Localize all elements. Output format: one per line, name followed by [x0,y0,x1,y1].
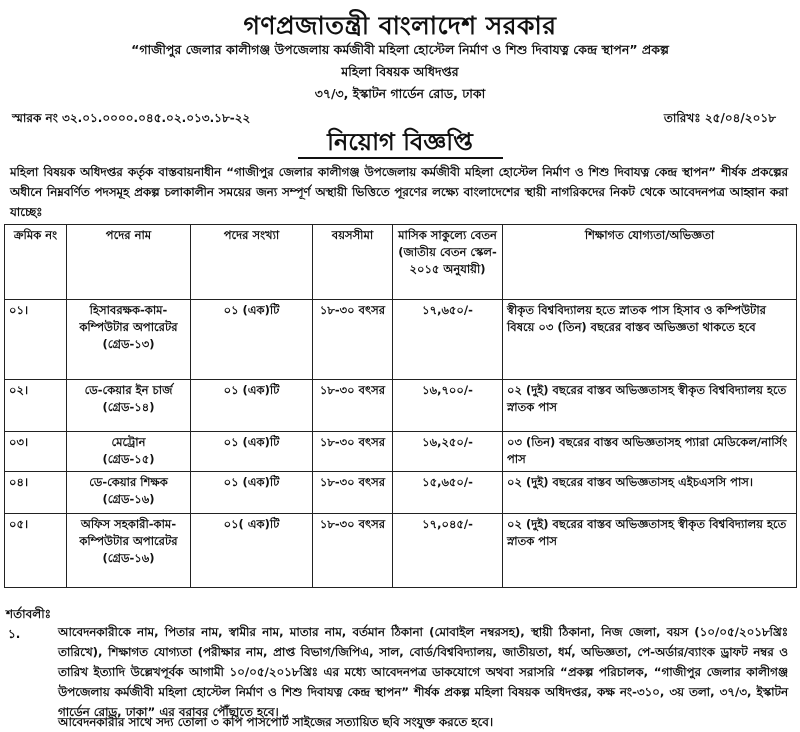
government-title: গণপ্রজাতন্ত্রী বাংলাদেশ সরকার [243,11,557,40]
table-header-row [5,225,797,300]
project-name: “গাজীপুর জেলার কালীগঞ্জ উপজেলায় কর্মজীবী মহিলা হোস্টেল নির্মাণ ও শিশু দিবাযত্ন কেন্দ্র স্থাপন” প্রকল্প [131,42,669,57]
serial-cell: ০৫। [5,514,67,588]
intro-paragraph: মহিলা বিষয়ক অধিদপ্তর কর্তৃক বাস্তবায়নাধীন “গাজীপুর জেলার কালীগঞ্জ উপজেলায় কর্মজীবী মহিলা হোস্টেল নির্মাণ ও শিশু দিবাযত্ন কেন্দ্র স্থাপন” শীর্ষক প্রকল্পের অধীনে নিম্নবর্ণিত পদসমূহ প্রকল্প চলাকালীন সময়ের জন্য সম্পূর্ণ অস্থায়ী ভিত্তিতে পূরণের লক্ষ্যে বাংলাদেশের স্থায়ী নাগরিকদের নিকট থেকে আবেদনপত্র আহ্বান করা যাচ্ছেঃ [10,165,788,219]
age-cell: ১৮-৩০ বৎসর [313,514,393,588]
count-cell: ০১( এক)টি [191,514,313,588]
serial-cell: ০১। [5,300,67,380]
notice-title: নিয়োগ বিজ্ঞপ্তি [327,128,473,156]
salary-cell: ১৬,৭০০/- [393,380,503,432]
qualification-cell: ০২ (দুই) বছরের বাস্তব অভিজ্ঞতাসহ স্বীকৃত বিশ্ববিদ্যালয় হতে স্নাতক পাস [503,514,797,588]
qualification-cell: ০২ (দুই) বছরের বাস্তব অভিজ্ঞতাসহ স্বীকৃত বিশ্ববিদ্যালয় হতে স্নাতক পাস [503,380,797,432]
table-row [5,432,797,472]
salary-cell: ১৭,০৪৫/- [393,514,503,588]
qualification-cell: ০২ (দুই) বছরের বাস্তব অভিজ্ঞতাসহ এইচএসসি পাস। [503,472,797,514]
title-underline [298,157,503,159]
header-qualification: শিক্ষাগত যোগ্যতা/অভিজ্ঞতা [503,225,797,300]
cut-off-term-line: আবেদনকারীর সাথে সদ্য তোলা ৩ কপি পাসপোর্ট সাইজের সত্যায়িত ছবি সংযুক্ত করতে হবে। [58,715,494,729]
salary-cell: ১৭,৬৫০/- [393,300,503,380]
post-grade: (গ্রেড-১৬) [102,551,155,565]
header-count: পদের সংখ্যা [191,225,313,300]
post-grade: (গ্রেড-১৪) [102,400,155,414]
office-address: ৩৭/৩, ইস্কাটন গার্ডেন রোড, ঢাকা [314,86,486,101]
count-cell: ০১ (এক)টি [191,300,313,380]
table-row [5,380,797,432]
qualification-cell: ০৩ (তিন) বছরের বাস্তব অভিজ্ঞতাসহ প্যারা মেডিকেল/নার্সিং পাস [503,432,797,472]
table-row [5,472,797,514]
post-grade: (গ্রেড-১৩) [102,337,155,351]
age-cell: ১৮-৩০ বৎসর [313,380,393,432]
header-age: বয়সসীমা [313,225,393,300]
age-cell: ১৮-৩০ বৎসর [313,472,393,514]
posts-table [4,224,797,588]
header-salary: মাসিক সাকুল্যে বেতন (জাতীয় বেতন স্কেল- ২০১৫ অনুযায়ী) [393,225,503,300]
post-cell [67,472,191,514]
term-text: আবেদনকারীকে নাম, পিতার নাম, স্বামীর নাম, মাতার নাম, বর্তমান ঠিকানা (মোবাইল নম্বরসহ), স্থায়ী ঠিকানা, নিজ জেলা, বয়স (১০/০৫/২০১৮খ্রিঃ তারিখে), শিক্ষাগত যোগ্যতা (পরীক্ষার নাম, প্রাপ্ত বিভাগ/জিপিএ, সাল, বোর্ড/বিশ্ববিদ্যালয়, জাতীয়তা, ধর্ম, অভিজ্ঞতা, পে-অর্ডার/ব্যাংক ড্রাফট নম্বর ও তারিখ ইত্যাদি উল্লেখপূর্বক আগামী ১০/০৫/২০১৮খ্রিঃ এর মধ্যে আবেদনপত্র ডাকযোগে অথবা সরাসরি “প্রকল্প পরিচালক, “গাজীপুর জেলার কালীগঞ্জ উপজেলায় কর্মজীবী মহিলা হোস্টেল নির্মাণ ও শিশু দিবাযত্ন কেন্দ্র স্থাপন” শীর্ষক প্রকল্প মহিলা বিষয়ক অধিদপ্তর, কক্ষ নং-৩১০, ৩য় তলা, ৩৭/৩, ইস্কাটন গার্ডেন রোড, ঢাকা” এর বরাবর পৌঁছাতে হবে। [58,625,788,719]
terms-heading: শর্তাবলীঃ [6,607,52,621]
post-grade: (গ্রেড-১৫) [102,452,155,466]
notice-date: তারিখঃ ২৫/০৪/২০১৮ [663,111,776,125]
serial-cell: ০২। [5,380,67,432]
count-cell: ০১ (এক)টি [191,432,313,472]
table-row [5,514,797,588]
term-number: ১. [8,627,21,641]
post-name: অফিস সহকারী-কাম-কম্পিউটার অপারেটর [79,517,178,548]
serial-cell: ০৪। [5,472,67,514]
salary-cell: ১৬,২৫০/- [393,432,503,472]
serial-cell: ০৩। [5,432,67,472]
count-cell: ০১ (এক)টি [191,472,313,514]
post-grade: (গ্রেড-১৬) [102,492,155,506]
count-cell: ০১ (এক)টি [191,380,313,432]
post-cell [67,380,191,432]
post-cell [67,432,191,472]
header-serial: ক্রমিক নং [5,225,67,300]
header-post: পদের নাম [67,225,191,300]
post-cell [67,514,191,588]
memo-number: স্মারক নং ৩২.০১.০০০০.০৪৫.০২.০১৩.১৮-২২ [12,111,251,125]
post-name: ডে-কেয়ার ইন চার্জ [84,383,173,397]
department-name: মহিলা বিষয়ক অধিদপ্তর [341,64,459,79]
table-row [5,300,797,380]
qualification-cell: স্বীকৃত বিশ্ববিদ্যালয় হতে স্নাতক পাস হিসাব ও কম্পিউটার বিষয়ে ০৩ (তিন) বছরের বাস্তব অভিজ্ঞতা থাকতে হবে [503,300,797,380]
salary-cell: ১৫,৬৫০/- [393,472,503,514]
post-name: ডে-কেয়ার শিক্ষক [89,475,168,489]
age-cell: ১৮-৩০ বৎসর [313,300,393,380]
post-name: মেট্রোন [111,435,146,449]
post-cell [67,300,191,380]
age-cell: ১৮-৩০ বৎসর [313,432,393,472]
post-name: হিসাবরক্ষক-কাম-কম্পিউটার অপারেটর [79,303,178,334]
